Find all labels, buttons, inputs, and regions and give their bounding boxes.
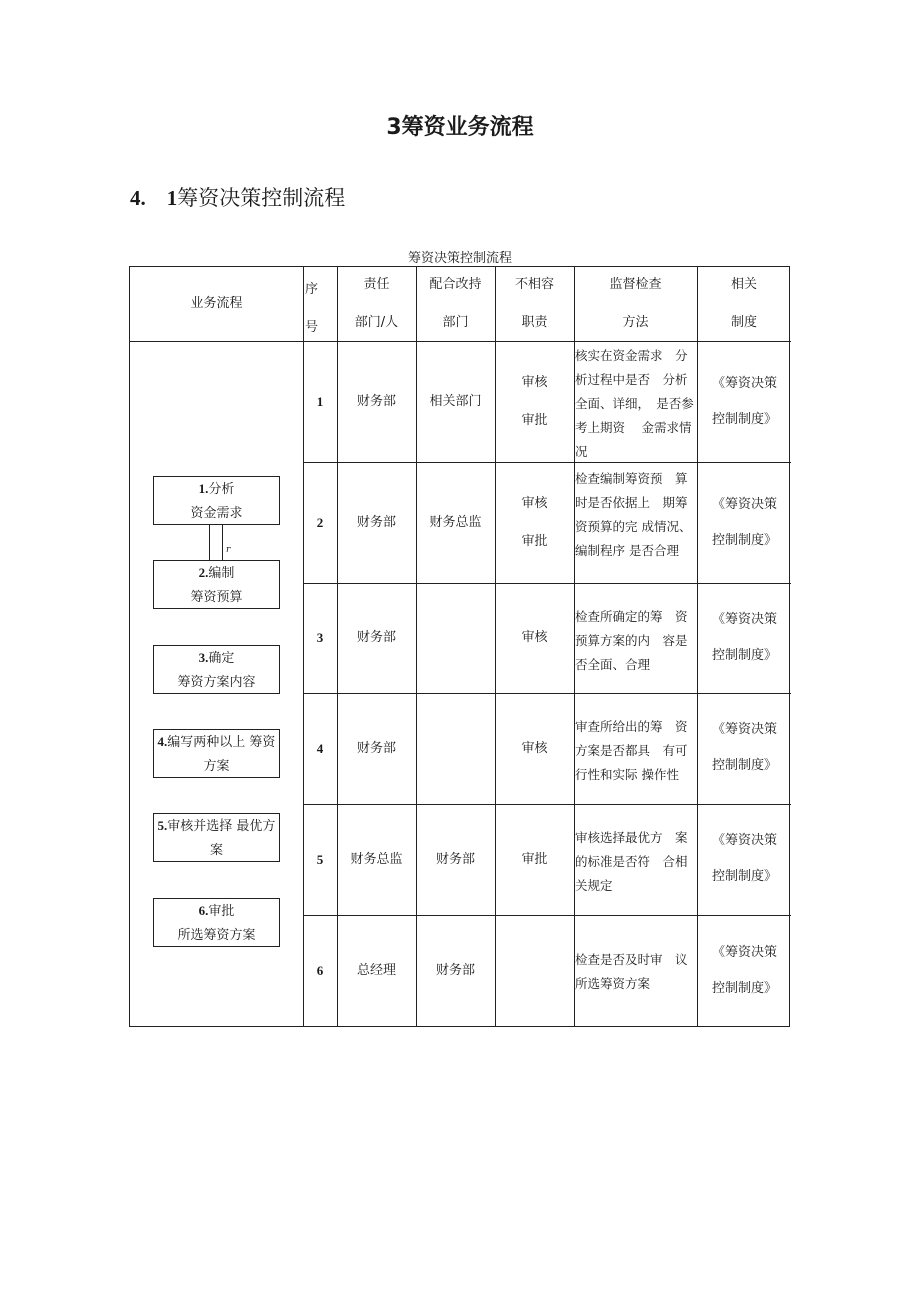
row-5-method: 审核选择最优方 案 的标准是否符 合相 关规定 xyxy=(575,830,688,893)
row-5-reg: 《筹资决策 控制制度》 xyxy=(711,833,777,884)
header-seq-2: 号 xyxy=(305,320,319,335)
page-title: 3筹资业务流程 xyxy=(386,115,534,140)
row-2-coop: 财务总监 xyxy=(429,514,482,530)
row-3-method: 检查所确定的筹 资 预算方案的内 容是 否全面、合理 xyxy=(575,609,688,672)
row-4-coop xyxy=(416,693,495,804)
header-incompat-1: 不相容 xyxy=(514,277,554,292)
flow-step-1: 1.分析 资金需求 xyxy=(153,476,280,525)
row-6-seq: 6 xyxy=(316,963,324,979)
flow-step-4: 4.编写两种以上 筹资 方案 xyxy=(153,729,280,778)
section-title: 筹资决策控制流程 xyxy=(177,186,346,210)
section-number: 4. 1 xyxy=(130,186,178,210)
row-6-reg: 《筹资决策 控制制度》 xyxy=(711,945,777,996)
row-3-duties: 审核 xyxy=(521,630,548,646)
flow-step-6: 6.审批 所选筹资方案 xyxy=(153,898,280,947)
header-coop-2: 部门 xyxy=(442,315,469,330)
row-1-method: 核实在资金需求 分 析过程中是否 分析 全面、详细， 是否参 考上期资 金需求情 况 xyxy=(575,348,694,459)
row-3-seq: 3 xyxy=(316,630,324,646)
row-4-method: 审查所给出的筹 资 方案是否都具 有可 行性和实际 操作性 xyxy=(575,719,688,782)
header-flow: 业务流程 xyxy=(190,296,243,312)
row-4-duties: 审核 xyxy=(521,740,548,756)
row-2-reg: 《筹资决策 控制制度》 xyxy=(711,497,777,548)
row-5-coop: 财务部 xyxy=(435,851,475,867)
row-3-resp: 财务部 xyxy=(356,630,396,646)
control-flow-table xyxy=(129,266,790,1027)
section-heading xyxy=(130,182,345,212)
row-1-duties: 审核 审批 xyxy=(521,374,548,428)
header-coop-1: 配合改持 xyxy=(429,277,482,292)
row-4-resp: 财务部 xyxy=(356,740,396,756)
connector-mark: r xyxy=(226,545,231,555)
header-resp-2: 部门/人 xyxy=(354,315,399,330)
table-caption: 筹资决策控制流程 xyxy=(407,251,512,266)
row-2-resp: 财务部 xyxy=(356,514,396,530)
row-4-seq: 4 xyxy=(316,740,324,756)
row-6-method: 检查是否及时审 议 所选筹资方案 xyxy=(575,952,688,991)
header-incompat-2: 职责 xyxy=(521,315,548,330)
header-reg-2: 制度 xyxy=(730,315,757,330)
row-3-coop xyxy=(416,583,495,693)
flow-connector-left xyxy=(209,525,210,560)
row-1-resp: 财务部 xyxy=(356,393,396,409)
row-3-reg: 《筹资决策 控制制度》 xyxy=(711,612,777,663)
header-seq-1: 序 xyxy=(305,282,319,297)
row-5-resp: 财务总监 xyxy=(350,851,403,867)
row-1-seq: 1 xyxy=(316,393,324,409)
row-2-method: 检查编制筹资预 算 时是否依据上 期筹 资预算的完 成情况、 编制程序 是否合理 xyxy=(575,471,692,558)
row-2-seq: 2 xyxy=(316,514,324,530)
row-6-resp: 总经理 xyxy=(356,963,396,979)
flow-step-3: 3.确定 筹资方案内容 xyxy=(153,645,280,694)
flow-step-2: 2.编制 筹资预算 xyxy=(153,560,280,609)
header-method-2: 方法 xyxy=(622,315,649,330)
flow-step-5: 5.审核并选择 最优方 案 xyxy=(153,813,280,862)
row-5-seq: 5 xyxy=(316,851,324,867)
flow-connector-right xyxy=(222,525,223,560)
header-resp-1: 责任 xyxy=(363,277,390,292)
row-1-coop: 相关部门 xyxy=(429,393,482,409)
row-6-coop: 财务部 xyxy=(435,963,475,979)
row-2-duties: 审核 审批 xyxy=(521,495,548,549)
row-4-reg: 《筹资决策 控制制度》 xyxy=(711,722,777,773)
header-method-1: 监督检查 xyxy=(609,277,662,292)
row-1-reg: 《筹资决策 控制制度》 xyxy=(711,376,777,427)
row-5-duties: 审批 xyxy=(521,851,548,867)
header-reg-1: 相关 xyxy=(730,277,757,292)
